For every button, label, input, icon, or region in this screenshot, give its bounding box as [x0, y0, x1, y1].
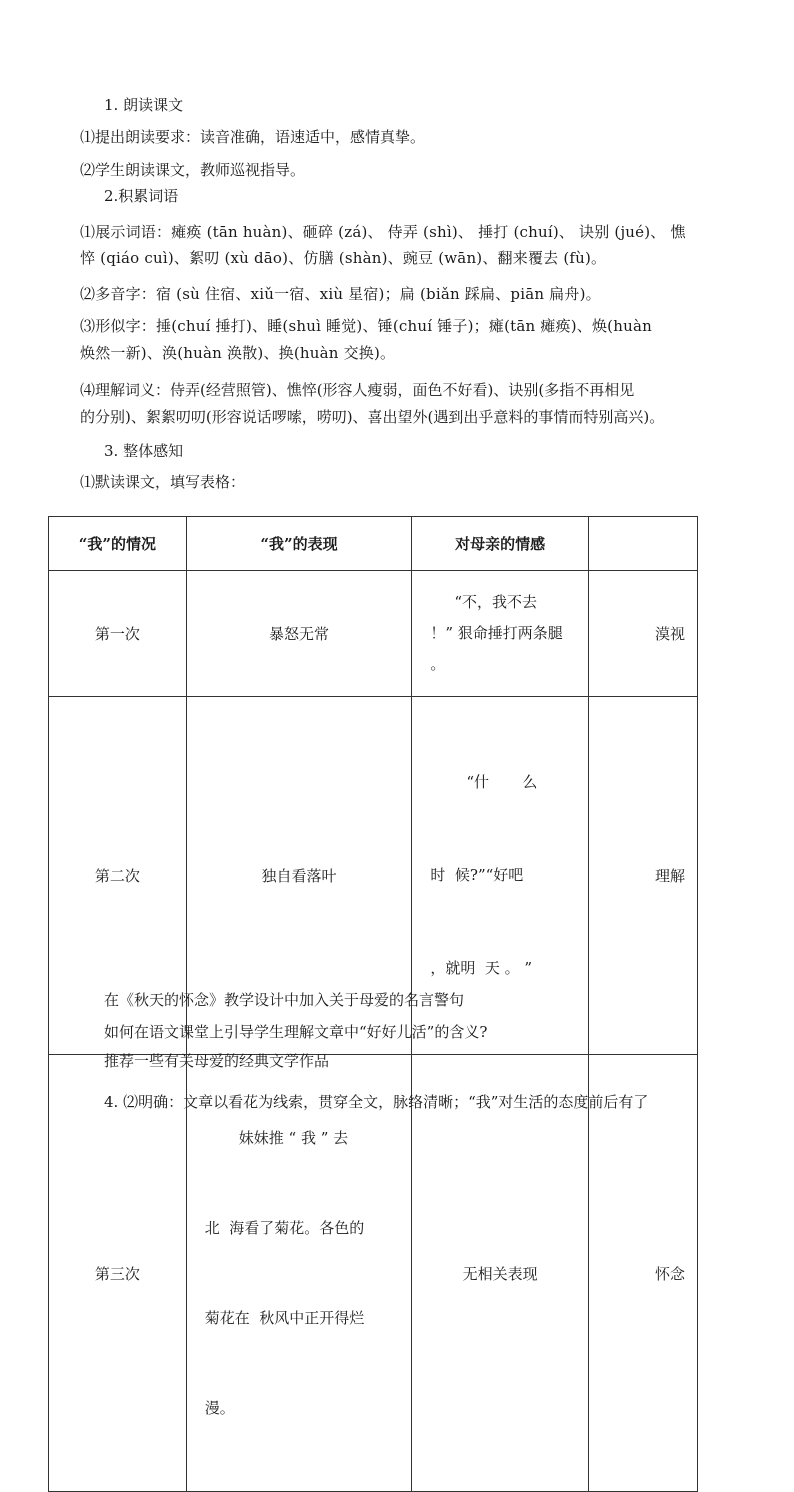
header-behavior: “我”的表现: [186, 517, 412, 571]
emotion-line: ！” 狠命捶打两条腿: [430, 624, 563, 642]
behavior-line: 菊花在 秋风中正开得烂: [204, 1309, 365, 1327]
related-prompt-3[interactable]: 推荐一些有关母爱的经典文学作品: [104, 1052, 330, 1070]
section-1-item-1: ⑴提出朗读要求：读音准确，语速适中，感情真挚。: [80, 128, 426, 146]
section-4-line: 4. ⑵明确：文章以看花为线索，贯穿全文，脉络清晰；“我”对生活的态度前后有了: [104, 1093, 649, 1111]
section-2-item-3-line-2: 焕然一新)、涣(huàn 涣散)、换(huàn 交换)。: [80, 344, 396, 362]
section-3-title: 3. 整体感知: [104, 442, 184, 460]
behavior-line: 北 海看了菊花。各色的: [204, 1219, 365, 1237]
emotion-line: 。: [430, 655, 446, 673]
emotion-line: 无相关表现: [462, 1264, 538, 1283]
header-situation: “我”的情况: [49, 517, 187, 571]
section-3-item-1: ⑴默读课文，填写表格：: [80, 473, 246, 491]
section-1-item-2: ⑵学生朗读课文，教师巡视指导。: [80, 161, 306, 179]
section-2-item-4-line-2: 的分别)、絮絮叨叨(形容说话啰嗦，唠叨)、喜出望外(遇到出乎意料的事情而特别高兴)。: [80, 408, 665, 426]
related-prompt-2[interactable]: 如何在语文课堂上引导学生理解文章中“好好儿活”的含义?: [104, 1023, 488, 1041]
behavior-cell: [186, 571, 412, 697]
section-2-item-3-line-1: ⑶形似字：捶(chuí 捶打)、睡(shuì 睡觉)、锤(chuí 锤子)；瘫(tān 瘫痪)、焕(huàn: [80, 317, 652, 335]
behavior-line: 妹妹推 “ 我 ” 去: [238, 1129, 349, 1147]
situation-cell: 第二次: [49, 697, 187, 1055]
behavior-line: 独自看落叶: [261, 867, 337, 885]
header-emotion: 对母亲的情感: [412, 517, 588, 571]
section-2-item-1-line-2: 悴 (qiáo cuì)、絮叨 (xù dāo)、仿膳 (shàn)、豌豆 (wān)、翻来覆去 (fù)。: [80, 249, 607, 267]
table-header-row: [49, 517, 698, 571]
behavior-cell: [186, 1055, 412, 1492]
table-row: [49, 571, 698, 697]
section-2-item-1-line-1: ⑴展示词语：瘫痪 (tān huàn)、砸碎 (zá)、 侍弄 (shì)、 捶打 (chuí)、 诀别 (jué)、 憔: [80, 223, 686, 241]
section-1-title: 1. 朗读课文: [104, 96, 184, 114]
situation-cell: 第三次: [49, 1055, 187, 1492]
table-row: [49, 1055, 698, 1492]
related-prompt-1[interactable]: 在《秋天的怀念》教学设计中加入关于母爱的名言警句: [104, 991, 465, 1009]
emotion-cell: [412, 571, 588, 697]
feeling-cell: 怀念: [588, 1055, 697, 1492]
emotion-line: ，就明 天 。 ”: [430, 959, 533, 977]
emotion-line: 时 候?”“好吧: [430, 866, 524, 884]
emotion-line: “不，我不去: [454, 593, 538, 611]
emotion-line: “什 么: [466, 773, 538, 791]
header-blank: [588, 517, 697, 571]
situation-cell: 第一次: [49, 571, 187, 697]
section-2-item-2: ⑵多音字：宿 (sù 住宿、xiǔ一宿、xiù 星宿)；扁 (biǎn 踩扁、piān 扁舟)。: [80, 285, 601, 303]
behavior-line: 暴怒无常: [269, 625, 330, 643]
feeling-cell: 漠视: [588, 571, 697, 697]
feeling-cell: 理解: [588, 697, 697, 1055]
emotion-cell: [412, 1055, 588, 1492]
behavior-line: 漫。: [204, 1399, 235, 1417]
section-2-item-4-line-1: ⑷理解词义：侍弄(经营照管)、憔悴(形容人瘦弱，面色不好看)、诀别(多指不再相见: [80, 381, 635, 399]
section-2-title: 2.积累词语: [104, 187, 179, 205]
